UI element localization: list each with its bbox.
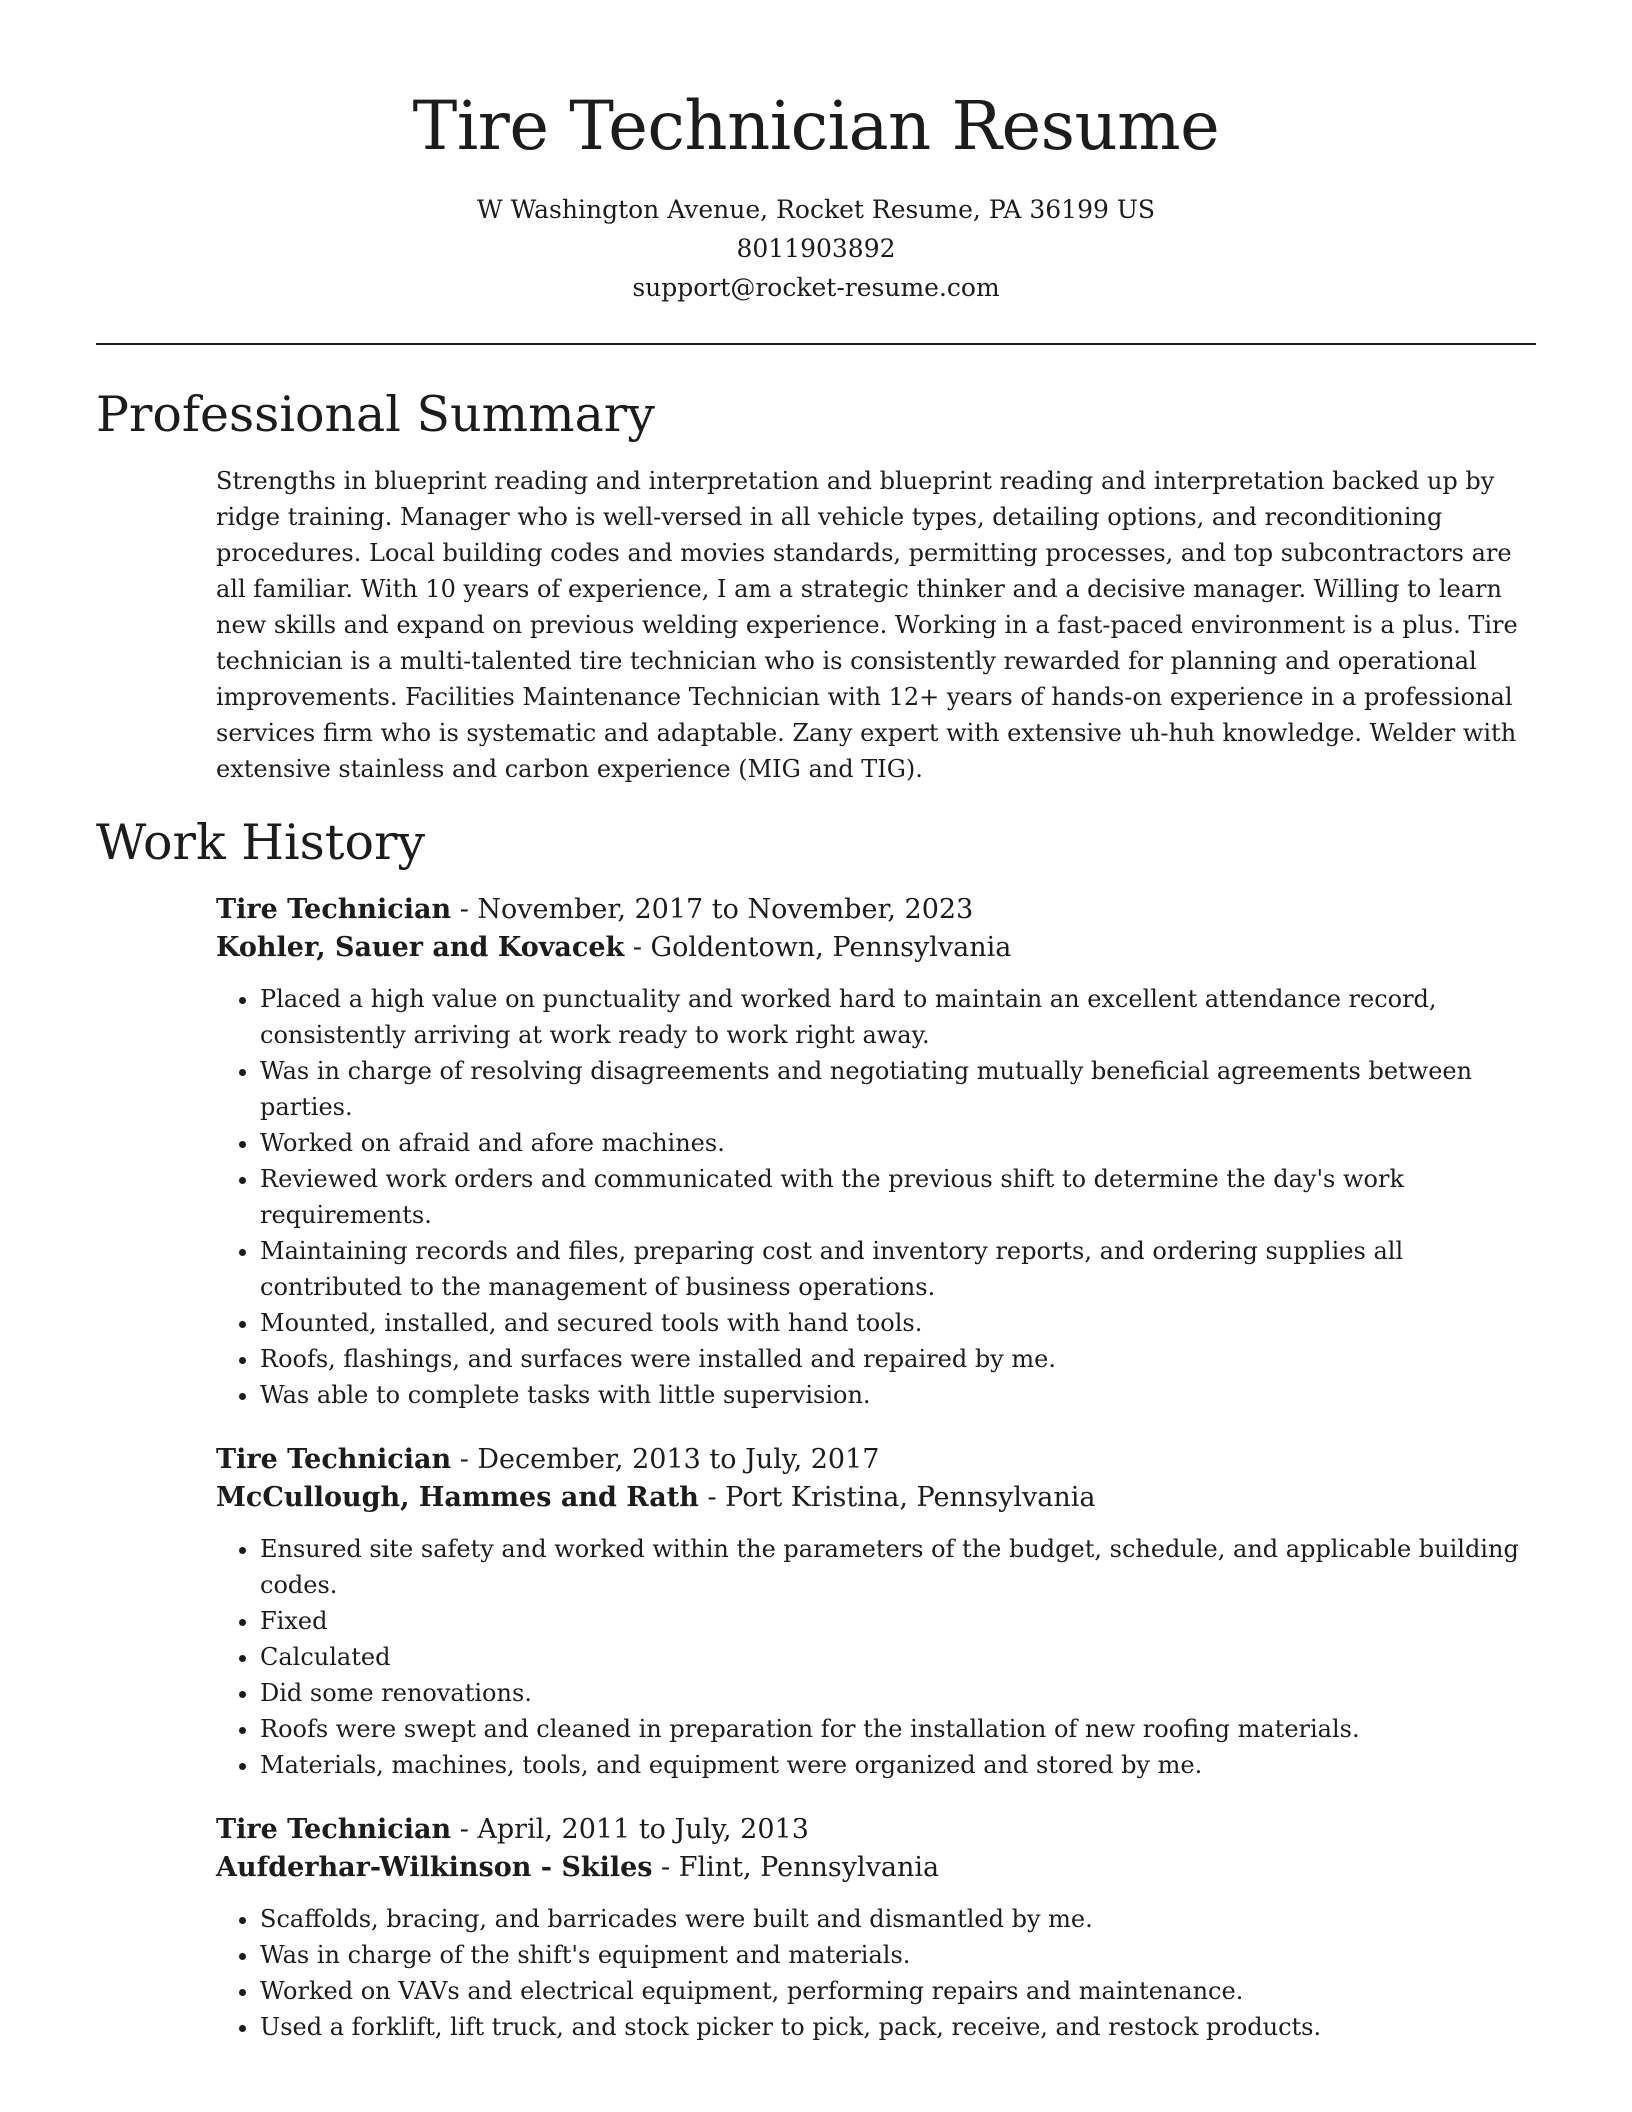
duty-item: • Placed a high value on punctuality and worked hard to maintain an excellent attendance record, consistently arriving at work ready to work right away. (260, 981, 1538, 1053)
duty-item: • Roofs, flashings, and surfaces were installed and repaired by me. (260, 1341, 1538, 1377)
duty-item: • Reviewed work orders and communicated with the previous shift to determine the day's work requirements. (260, 1161, 1538, 1233)
job-title-line (216, 1811, 1538, 1849)
work-history-heading: Work History (96, 814, 426, 871)
summary-text: Strengths in blueprint reading and interpretation and blueprint reading and interpretation backed up by ridge training. Manager who is well-versed in all vehicle types, detailing options, and reconditioning procedures. Local building codes and movies standards, permitting processes, and top subcontractors are all familiar. With 10 years of experience, I am a strategic thinker and a decisive manager. Willing to learn new skills and expand on previous welding experience. Working in a fast-paced environment is a plus. Tire technician is a multi-talented tire technician who is consistently rewarded for planning and operational improvements. Facilities Maintenance Technician with 12+ years of hands-on experience in a professional services firm who is systematic and adaptable. Zany expert with extensive uh-huh knowledge. Welder with extensive stainless and carbon experience (MIG and TIG). (216, 467, 1518, 783)
duty-item: • Ensured site safety and worked within the parameters of the budget, schedule, and applicable building codes. (260, 1531, 1538, 1603)
duty-item: • Mounted, installed, and secured tools with hand tools. (260, 1305, 1538, 1341)
job-location: - Port Kristina, Pennsylvania (698, 1482, 1096, 1513)
job-company-line (216, 929, 1538, 967)
duty-item: • Materials, machines, tools, and equipment were organized and stored by me. (260, 1747, 1538, 1783)
job-company: Kohler, Sauer and Kovacek (216, 932, 625, 963)
job-title: Tire Technician (216, 1814, 452, 1845)
duty-item: • Worked on VAVs and electrical equipment, performing repairs and maintenance. (260, 1973, 1538, 2009)
job-title: Tire Technician (216, 894, 452, 925)
job-company: McCullough, Hammes and Rath (216, 1482, 699, 1513)
summary-heading: Professional Summary (96, 386, 655, 443)
duty-item: • Did some renovations. (260, 1675, 1538, 1711)
job-title-line (216, 1441, 1538, 1479)
duty-item: • Scaffolds, bracing, and barricades were built and dismantled by me. (260, 1901, 1538, 1937)
job-duties (216, 981, 1538, 1413)
contact-email: support@rocket-resume.com (632, 273, 1000, 302)
contact-phone: 8011903892 (736, 234, 896, 263)
job-duties (216, 1901, 1538, 2045)
job-dates: - November, 2017 to November, 2023 (451, 894, 974, 925)
job-dates: - April, 2011 to July, 2013 (451, 1814, 809, 1845)
duty-item: • Maintaining records and files, preparing cost and inventory reports, and ordering supplies all contributed to the management of business operations. (260, 1233, 1538, 1305)
job-entry (216, 891, 1538, 1413)
contact-address: W Washington Avenue, Rocket Resume, PA 36199 US (476, 195, 1156, 224)
contact-block (0, 190, 1632, 307)
job-location: - Goldentown, Pennsylvania (624, 932, 1012, 963)
duty-item: • Was able to complete tasks with little supervision. (260, 1377, 1538, 1413)
job-title-line (216, 891, 1538, 929)
job-entry (216, 1811, 1538, 2045)
duty-item: • Was in charge of resolving disagreements and negotiating mutually beneficial agreements between parties. (260, 1053, 1538, 1125)
duty-item: • Calculated (260, 1639, 1538, 1675)
job-title: Tire Technician (216, 1444, 452, 1475)
duty-item: • Worked on afraid and afore machines. (260, 1125, 1538, 1161)
resume-header (0, 0, 1632, 307)
job-duties (216, 1531, 1538, 1783)
work-history-list (216, 891, 1538, 2045)
job-company: Aufderhar-Wilkinson - Skiles (216, 1852, 653, 1883)
duty-item: • Fixed (260, 1603, 1538, 1639)
job-company-line (216, 1479, 1538, 1517)
resume-title: Tire Technician Resume (412, 87, 1220, 165)
duty-item: • Was in charge of the shift's equipment and materials. (260, 1937, 1538, 1973)
job-entry (216, 1441, 1538, 1783)
job-dates: - December, 2013 to July, 2017 (451, 1444, 880, 1475)
job-location: - Flint, Pennsylvania (652, 1852, 940, 1883)
header-divider (96, 343, 1536, 345)
duty-item: • Roofs were swept and cleaned in preparation for the installation of new roofing materials. (260, 1711, 1538, 1747)
job-company-line (216, 1849, 1538, 1887)
duty-item: • Used a forklift, lift truck, and stock picker to pick, pack, receive, and restock products. (260, 2009, 1538, 2045)
